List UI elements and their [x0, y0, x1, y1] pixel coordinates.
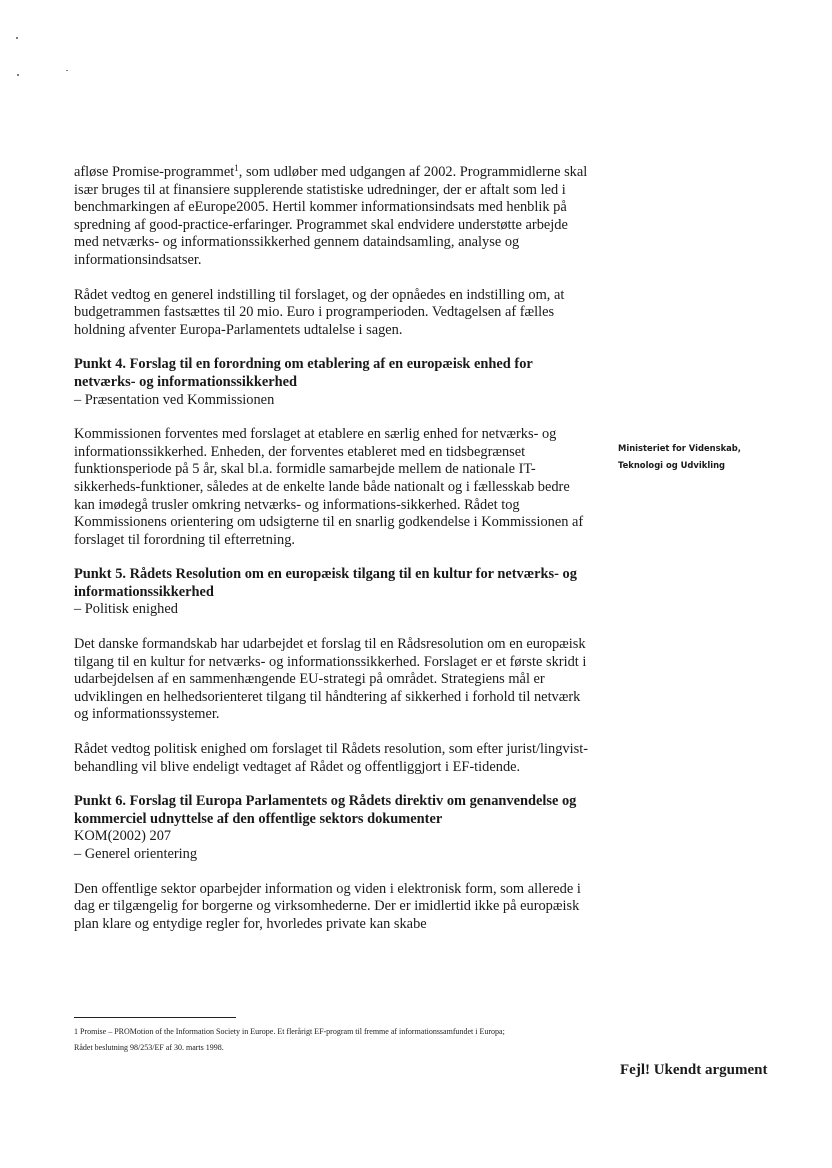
punkt5-heading: Punkt 5. Rådets Resolution om en europæisk tilgang til en kultur for netværks- og informationssikkerhed [74, 566, 577, 600]
footnote-divider [74, 1017, 236, 1018]
footnote-marker: 1 [234, 163, 239, 173]
punkt5-section [74, 566, 594, 776]
punkt6-reference: KOM(2002) 207 [74, 828, 172, 845]
field-error-text: Fejl! Ukendt argument [620, 1062, 768, 1078]
scan-speck [16, 37, 18, 39]
punkt6-heading: Punkt 6. Forslag til Europa Parlamentets og Rådets direktiv om genanvendelse og kommerciel udnyttelse af den offentlige sektors dokumenter [74, 793, 577, 827]
punkt6-body: Den offentlige sektor oparbejder information og viden i elektronisk form, som allerede i dag er tilgængelig for borgerne og virksomhederne. Der er imidlertid ikke på europæisk plan klare og entydige regler for, hvorledes private kan skabe [74, 880, 581, 932]
punkt6-subheading: – Generel orientering [74, 846, 198, 862]
intro-text-end: , som udløber med udgangen af 2002. Programmidlerne skal især bruges til at finansiere supplerende statistiske udredninger, der er aftalt som led i benchmarkingen af eEurope2005. Hertil kommer informationsindsats med henblik på spredning af good-practice-erfaringer. Programmet skal endvidere understøtte arbejde med netværks- og informationssikkerhed gennem dataindsamling, analyse og informationsindsatser. [74, 164, 588, 268]
scan-speck [17, 74, 19, 76]
punkt5-subheading: – Politisk enighed [74, 601, 178, 618]
ministry-line-2: Teknologi og Udvikling [618, 460, 726, 470]
intro-paragraph [74, 164, 594, 270]
council-adoption-paragraph: Rådet vedtog en generel indstilling til forslaget, og der opnåedes en indstilling om, at budgetrammen fastsættes til 20 mio. Euro i programperioden. Vedtagelsen af fælles holdning afventer Europa-Parlamentets udtalelse i sagen. [74, 286, 565, 338]
punkt6-section [74, 793, 594, 933]
ministry-sidebar [618, 440, 798, 474]
footnote-line-2: Rådet beslutning 98/253/EF af 30. marts 1998. [74, 1043, 224, 1052]
punkt4-section [74, 356, 594, 549]
footnote [74, 1024, 634, 1056]
punkt5-body-1: Det danske formandskab har udarbejdet et forslag til en Rådsresolution om en europæisk tilgang til en kultur for netværks- og informationssikkerhed. Forslaget er et første skridt i udarbejdelsen af en sammenhængende EU-strategi på området. Strategiens mål er udviklingen en helhedsorienteret tilgang til håndtering af sikkerhed i forhold til netværk og informationssystemer. [74, 636, 587, 723]
punkt4-body: Kommissionen forventes med forslaget at etablere en særlig enhed for netværks- og informationssikkerhed. Enheden, der forventes etableret med en tidsbegrænset funktionsperiode på 5 år, skal bl.a. formidle samarbejde mellem de nationale IT-sikkerheds-funktioner, således at de enkelte lande både nationalt og i fællesskab bedre kan imødegå trusler omkring netværks- og informations-sikkerhed. Rådet tog Kommissionens orientering om udsigterne til en snarlig godkendelse i Kommissionen af forslaget til forordning til efterretning. [74, 426, 584, 548]
punkt4-subheading: – Præsentation ved Kommissionen [74, 391, 275, 408]
document-body [74, 164, 594, 950]
scan-speck [66, 70, 68, 71]
punkt5-body-2: Rådet vedtog politisk enighed om forslaget til Rådets resolution, som efter jurist/lingvist-behandling vil blive endeligt vedtaget af Rådet og offentliggjort i EF-tidende. [74, 741, 588, 775]
intro-text-start: afløse Promise-programmet [74, 164, 235, 180]
footnote-line-1: 1 Promise – PROMotion of the Information Society in Europe. Et flerårigt EF-program til fremme af informationssamfundet i Europa; [74, 1027, 505, 1036]
punkt4-heading: Punkt 4. Forslag til en forordning om etablering af en europæisk enhed for netværks- og informationssikkerhed [74, 356, 533, 390]
ministry-line-1: Ministeriet for Videnskab, [618, 443, 741, 453]
